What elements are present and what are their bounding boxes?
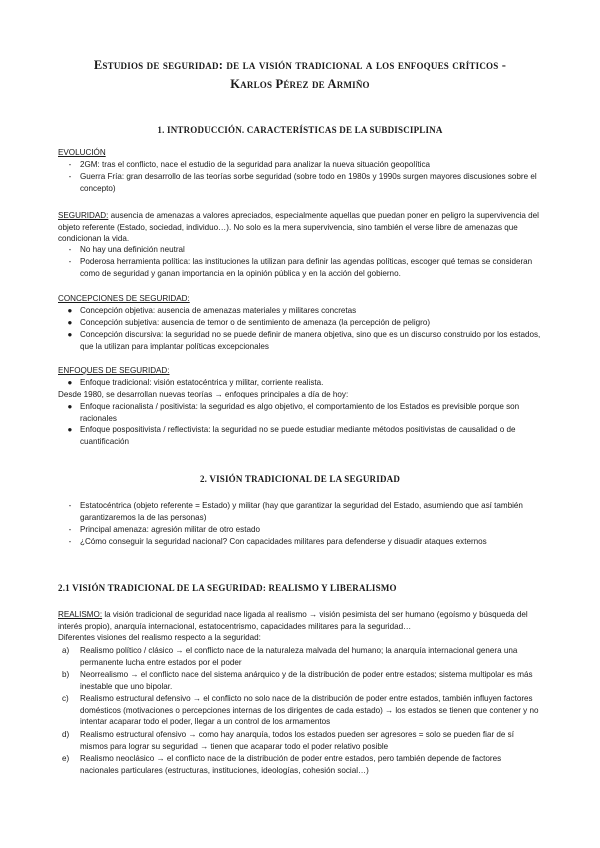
dash-marker: - (68, 257, 72, 266)
realismo-label: REALISMO: (58, 610, 103, 619)
concepcion-item: Concepción objetiva: ausencia de amenazas materiales y militares concretas (80, 306, 357, 315)
realismo-item: Realismo estructural defensivo → el conflicto no solo nace de la distribución de poder entre estados, también influyen factores domésticos (motivaciones o percepciones internas de los dirigentes de cada estado) → los estados se tienen que contener y no intentar acaparar todo el poder, llegar a un control de los armamentos (80, 694, 539, 726)
list-marker: d) (62, 730, 70, 739)
realismo-item: Realismo neoclásico → el conflicto nace de la distribución de poder entre estados, pero también depende de factores nacionales particulares (estructuras, instituciones, ideologías, cohesión social…) (80, 754, 502, 775)
realismo-item: Realismo estructural ofensivo → como hay anarquía, todos los estados pueden ser agresores = solo se pueden fiar de sí mismos para lograr su seguridad → tienen que acaparar todo el poder relativo posible (80, 730, 514, 751)
dash-marker: - (68, 160, 72, 169)
title-line-2: Karlos Pérez de Armiño (230, 77, 370, 91)
title-line-1: Estudios de seguridad: de la visión tradicional a los enfoques críticos - (93, 58, 507, 72)
list-marker: e) (62, 754, 70, 763)
evolucion-item: 2GM: tras el conflicto, nace el estudio de la seguridad para analizar la nueva situación geopolítica (80, 160, 431, 169)
concepcion-item: Concepción subjetiva: ausencia de temor o de sentimiento de amenaza (la percepción de peligro) (80, 318, 431, 327)
evolucion-item: Guerra Fría: gran desarrollo de las teorías sorbe seguridad (sobre todo en 1980s y 1990s surgen mayores discusiones sobre el concepto) (80, 172, 537, 193)
seguridad-label: SEGURIDAD: (58, 211, 109, 220)
realismo-item: Realismo político / clásico → el conflicto nace de la naturaleza malvada del humano; la anarquía internacional genera una permanente lucha entre estados por el poder (80, 646, 518, 667)
section-2-item: Estatocéntrica (objeto referente = Estado) y militar (hay que garantizar la seguridad del Estado, asumiendo que así también garantizaremos la de las personas) (80, 501, 523, 522)
seguridad-text: ausencia de amenazas a valores apreciados, especialmente aquellas que puedan poner en peligro la supervivencia del objeto referente (Estado, sociedad, individuo…). No solo es la mera supervivencia, sino también el verse libre de amenazas que condicionan la vida. (58, 211, 539, 243)
bullet-marker: ● (67, 318, 73, 327)
enfoque-item: Enfoque pospositivista / reflectivista: la seguridad no se puede estudiar mediante métodos positivistas de causalidad o de cuantificación (80, 425, 516, 446)
enfoques-intro: Desde 1980, se desarrollan nuevas teorías → enfoques principales a día de hoy: (58, 390, 349, 399)
list-marker: a) (62, 646, 70, 655)
realismo-item: Neorrealismo → el conflicto nace del sistema anárquico y de la distribución de poder entre estados; sistema multipolar es más inestable que uno bipolar. (80, 670, 533, 691)
dash-marker: - (68, 245, 72, 254)
dash-marker: - (68, 525, 72, 534)
concepcion-item: Concepción discursiva: la seguridad no se puede definir de manera objetiva, sino que es un discurso construido por los estados, que la utilizan para implantar políticas excepcionales (80, 330, 541, 351)
seguridad-definition (58, 210, 544, 245)
section-1-heading: 1. INTRODUCCIÓN. CARACTERÍSTICAS DE LA SUBDISCIPLINA (157, 125, 443, 135)
bullet-marker: ● (67, 378, 73, 387)
dash-marker: - (68, 537, 72, 546)
dash-marker: - (68, 172, 72, 181)
bullet-marker: ● (67, 330, 73, 339)
list-marker: c) (62, 694, 69, 703)
enfoque-item: Enfoque racionalista / positivista: la seguridad es algo objetivo, el comportamiento de los Estados es previsible porque son racionales (80, 402, 520, 423)
section-2-item: Principal amenaza: agresión militar de otro estado (80, 525, 260, 534)
document-title (40, 56, 560, 94)
realismo-paragraph (58, 609, 544, 632)
section-2-heading: 2. VISIÓN TRADICIONAL DE LA SEGURIDAD (199, 474, 401, 484)
seguridad-item: Poderosa herramienta política: las instituciones la utilizan para definir las agendas políticas, escoger qué temas se consideran como de seguridad y ganan importancia en la opinión pública y en la acción del gobierno. (80, 257, 533, 278)
realismo-text: la visión tradicional de seguridad nace ligada al realismo → visión pesimista del ser humano (egoísmo y búsqueda del interés propio), anarquía internacional, estatocentrismo, capacidades militares para la seguridad… (58, 610, 528, 631)
bullet-marker: ● (67, 402, 73, 411)
evolucion-label: EVOLUCIÓN (58, 148, 106, 157)
list-marker: b) (62, 670, 70, 679)
concepciones-label: CONCEPCIONES DE SEGURIDAD: (58, 294, 190, 303)
section-2-item: ¿Cómo conseguir la seguridad nacional? Con capacidades militares para defenderse y disuadir ataques externos (80, 537, 487, 546)
realismo-visiones-intro: Diferentes visiones del realismo respecto a la seguridad: (58, 633, 261, 642)
bullet-marker: ● (67, 425, 73, 434)
enfoque-item: Enfoque tradicional: visión estatocéntrica y militar, corriente realista. (80, 378, 324, 387)
section-2-1-heading: 2.1 VISIÓN TRADICIONAL DE LA SEGURIDAD: REALISMO Y LIBERALISMO (58, 583, 397, 593)
bullet-marker: ● (67, 306, 73, 315)
seguridad-item: No hay una definición neutral (80, 245, 185, 254)
dash-marker: - (68, 501, 72, 510)
enfoques-label: ENFOQUES DE SEGURIDAD: (58, 366, 170, 375)
